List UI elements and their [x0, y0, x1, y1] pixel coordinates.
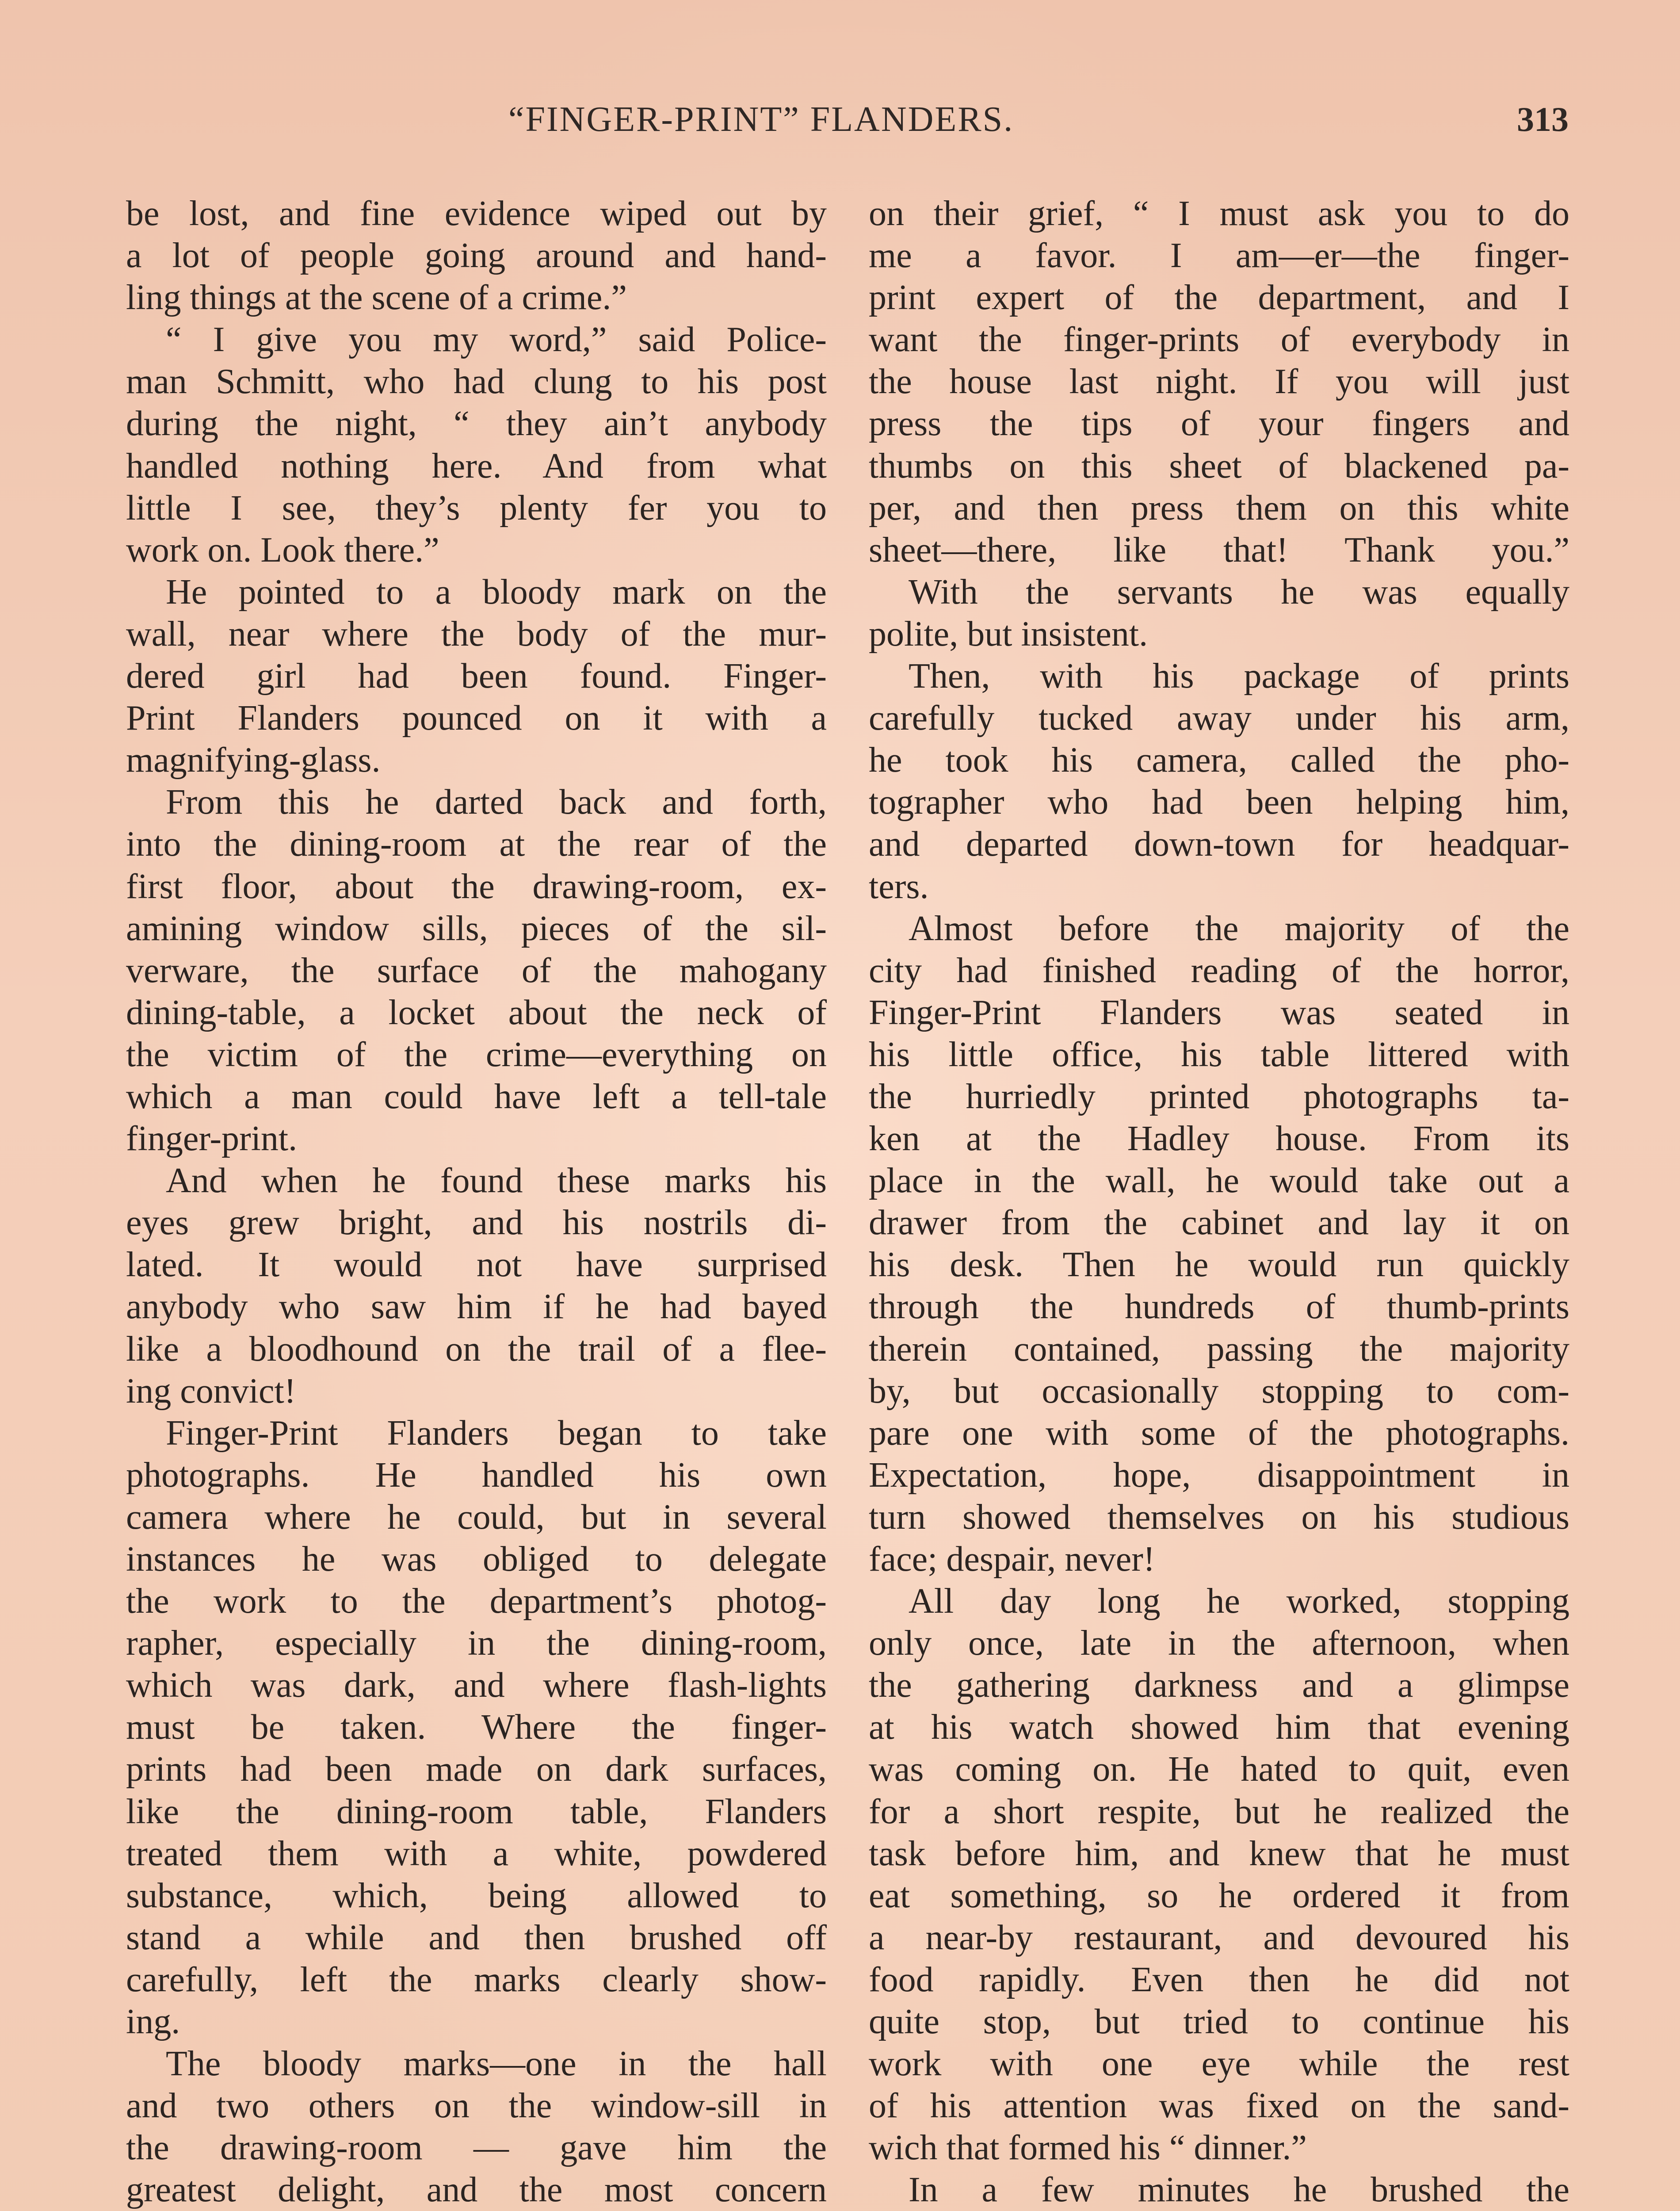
text-line: of his attention was fixed on the sand- — [869, 2086, 1569, 2126]
text-line: at his watch showed him that evening — [869, 1708, 1569, 1747]
text-line: sheet—there, like that! Thank you.” — [869, 530, 1569, 570]
text-line: eyes grew bright, and his nostrils di- — [126, 1203, 827, 1243]
text-line: which a man could have left a tell-tale — [126, 1077, 827, 1116]
text-line: ing convict! — [126, 1371, 296, 1411]
text-line: From this he darted back and forth, — [166, 783, 827, 822]
text-line: the work to the department’s photog- — [126, 1582, 827, 1621]
text-line: pare one with some of the photographs. — [869, 1413, 1569, 1453]
text-line: verware, the surface of the mahogany — [126, 951, 827, 990]
text-line: ling things at the scene of a crime.” — [126, 278, 627, 317]
text-line: amining window sills, pieces of the sil- — [126, 909, 827, 948]
text-line: Then, with his package of prints — [909, 657, 1569, 696]
text-line: rapher, especially in the dining-room, — [126, 1624, 827, 1663]
text-line: which was dark, and where flash-lights — [126, 1666, 827, 1705]
left-text-column — [126, 193, 827, 2211]
text-line: on their grief, “ I must ask you to do — [869, 194, 1569, 233]
text-line: anybody who saw him if he had bayed — [126, 1287, 827, 1327]
text-line: turn showed themselves on his studious — [869, 1497, 1569, 1537]
text-line: and two others on the window-sill in — [126, 2086, 827, 2126]
text-line: food rapidly. Even then he did not — [869, 1960, 1569, 1999]
text-line: be lost, and fine evidence wiped out by — [126, 194, 827, 233]
text-line: press the tips of your fingers and — [869, 404, 1569, 444]
text-line: greatest delight, and the most concern — [126, 2170, 827, 2210]
text-line: for a short respite, but he realized the — [869, 1792, 1569, 1831]
text-line: All day long he worked, stopping — [909, 1582, 1569, 1621]
text-line: place in the wall, he would take out a — [869, 1161, 1569, 1201]
text-line: substance, which, being allowed to — [126, 1876, 827, 1915]
text-line: work on. Look there.” — [126, 530, 439, 570]
text-line: only once, late in the afternoon, when — [869, 1624, 1569, 1663]
text-line: work with one eye while the rest — [869, 2044, 1569, 2084]
text-line: was coming on. He hated to quit, even — [869, 1750, 1569, 1789]
text-line: Finger-Print Flanders began to take — [166, 1413, 827, 1453]
text-line: the drawing-room — gave him the — [126, 2128, 827, 2168]
text-line: task before him, and knew that he must — [869, 1834, 1569, 1873]
text-line: And when he found these marks his — [166, 1161, 827, 1201]
text-line: face; despair, never! — [869, 1540, 1155, 1579]
text-line: ters. — [869, 867, 929, 906]
text-line: me a favor. I am—er—the finger- — [869, 236, 1569, 275]
text-line: quite stop, but tried to continue his — [869, 2002, 1569, 2042]
running-title: “FINGER-PRINT” FLANDERS. — [508, 100, 1014, 139]
text-line: into the dining-room at the rear of the — [126, 825, 827, 864]
text-line: like a bloodhound on the trail of a flee- — [126, 1329, 827, 1369]
text-line: through the hundreds of thumb-prints — [869, 1287, 1569, 1327]
text-line: like the dining-room table, Flanders — [126, 1792, 827, 1831]
text-line: finger-print. — [126, 1119, 298, 1159]
text-line: camera where he could, but in several — [126, 1497, 827, 1537]
text-line: eat something, so he ordered it from — [869, 1876, 1569, 1915]
text-line: prints had been made on dark surfaces, — [126, 1750, 827, 1789]
text-line: his little office, his table littered with — [869, 1035, 1569, 1074]
text-line: ken at the Hadley house. From its — [869, 1119, 1569, 1159]
text-line: stand a while and then brushed off — [126, 1918, 827, 1957]
text-line: ing. — [126, 2002, 180, 2042]
text-line: and departed down-town for headquar- — [869, 825, 1569, 864]
text-line: Almost before the majority of the — [909, 909, 1569, 948]
text-line: In a few minutes he brushed the — [909, 2170, 1569, 2210]
text-line: print expert of the department, and I — [869, 278, 1569, 317]
text-line: “ I give you my word,” said Police- — [166, 320, 827, 360]
page-number: 313 — [1517, 100, 1569, 138]
text-line: wall, near where the body of the mur- — [126, 614, 827, 654]
text-line: Print Flanders pounced on it with a — [126, 699, 827, 738]
text-line: With the servants he was equally — [909, 572, 1569, 612]
text-line: must be taken. Where the finger- — [126, 1708, 827, 1747]
text-line: lated. It would not have surprised — [126, 1245, 827, 1285]
text-line: tographer who had been helping him, — [869, 783, 1569, 822]
text-line: little I see, they’s plenty fer you to — [126, 488, 827, 528]
text-line: magnifying-glass. — [126, 741, 381, 780]
text-line: first floor, about the drawing-room, ex- — [126, 867, 827, 906]
text-line: photographs. He handled his own — [126, 1455, 827, 1495]
text-line: he took his camera, called the pho- — [869, 741, 1569, 780]
text-line: a near-by restaurant, and devoured his — [869, 1918, 1569, 1957]
right-text-column — [869, 193, 1569, 2211]
text-line: dered girl had been found. Finger- — [126, 657, 827, 696]
text-line: He pointed to a bloody mark on the — [166, 572, 827, 612]
text-line: during the night, “ they ain’t anybody — [126, 404, 827, 444]
text-line: instances he was obliged to delegate — [126, 1540, 827, 1579]
text-line: carefully, left the marks clearly show- — [126, 1960, 827, 1999]
text-line: the hurriedly printed photographs ta- — [869, 1077, 1569, 1116]
text-line: man Schmitt, who had clung to his post — [126, 362, 827, 402]
text-line: The bloody marks—one in the hall — [166, 2044, 827, 2084]
text-line: per, and then press them on this white — [869, 488, 1569, 528]
text-line: a lot of people going around and hand- — [126, 236, 827, 275]
text-line: polite, but insistent. — [869, 614, 1148, 654]
text-line: therein contained, passing the majority — [869, 1329, 1569, 1369]
text-line: by, but occasionally stopping to com- — [869, 1371, 1569, 1411]
text-line: Expectation, hope, disappointment in — [869, 1455, 1569, 1495]
text-line: the gathering darkness and a glimpse — [869, 1666, 1569, 1705]
text-line: his desk. Then he would run quickly — [869, 1245, 1569, 1285]
text-line: handled nothing here. And from what — [126, 446, 827, 486]
text-line: drawer from the cabinet and lay it on — [869, 1203, 1569, 1243]
text-line: thumbs on this sheet of blackened pa- — [869, 446, 1569, 486]
text-line: the victim of the crime—everything on — [126, 1035, 827, 1074]
text-line: carefully tucked away under his arm, — [869, 699, 1569, 738]
page-header — [0, 99, 1680, 148]
text-line: the house last night. If you will just — [869, 362, 1569, 402]
text-line: treated them with a white, powdered — [126, 1834, 827, 1873]
text-line: want the finger-prints of everybody in — [869, 320, 1569, 360]
text-line: Finger-Print Flanders was seated in — [869, 993, 1569, 1032]
text-line: dining-table, a locket about the neck of — [126, 993, 827, 1032]
text-line: wich that formed his “ dinner.” — [869, 2128, 1307, 2168]
text-line: city had finished reading of the horror, — [869, 951, 1569, 990]
